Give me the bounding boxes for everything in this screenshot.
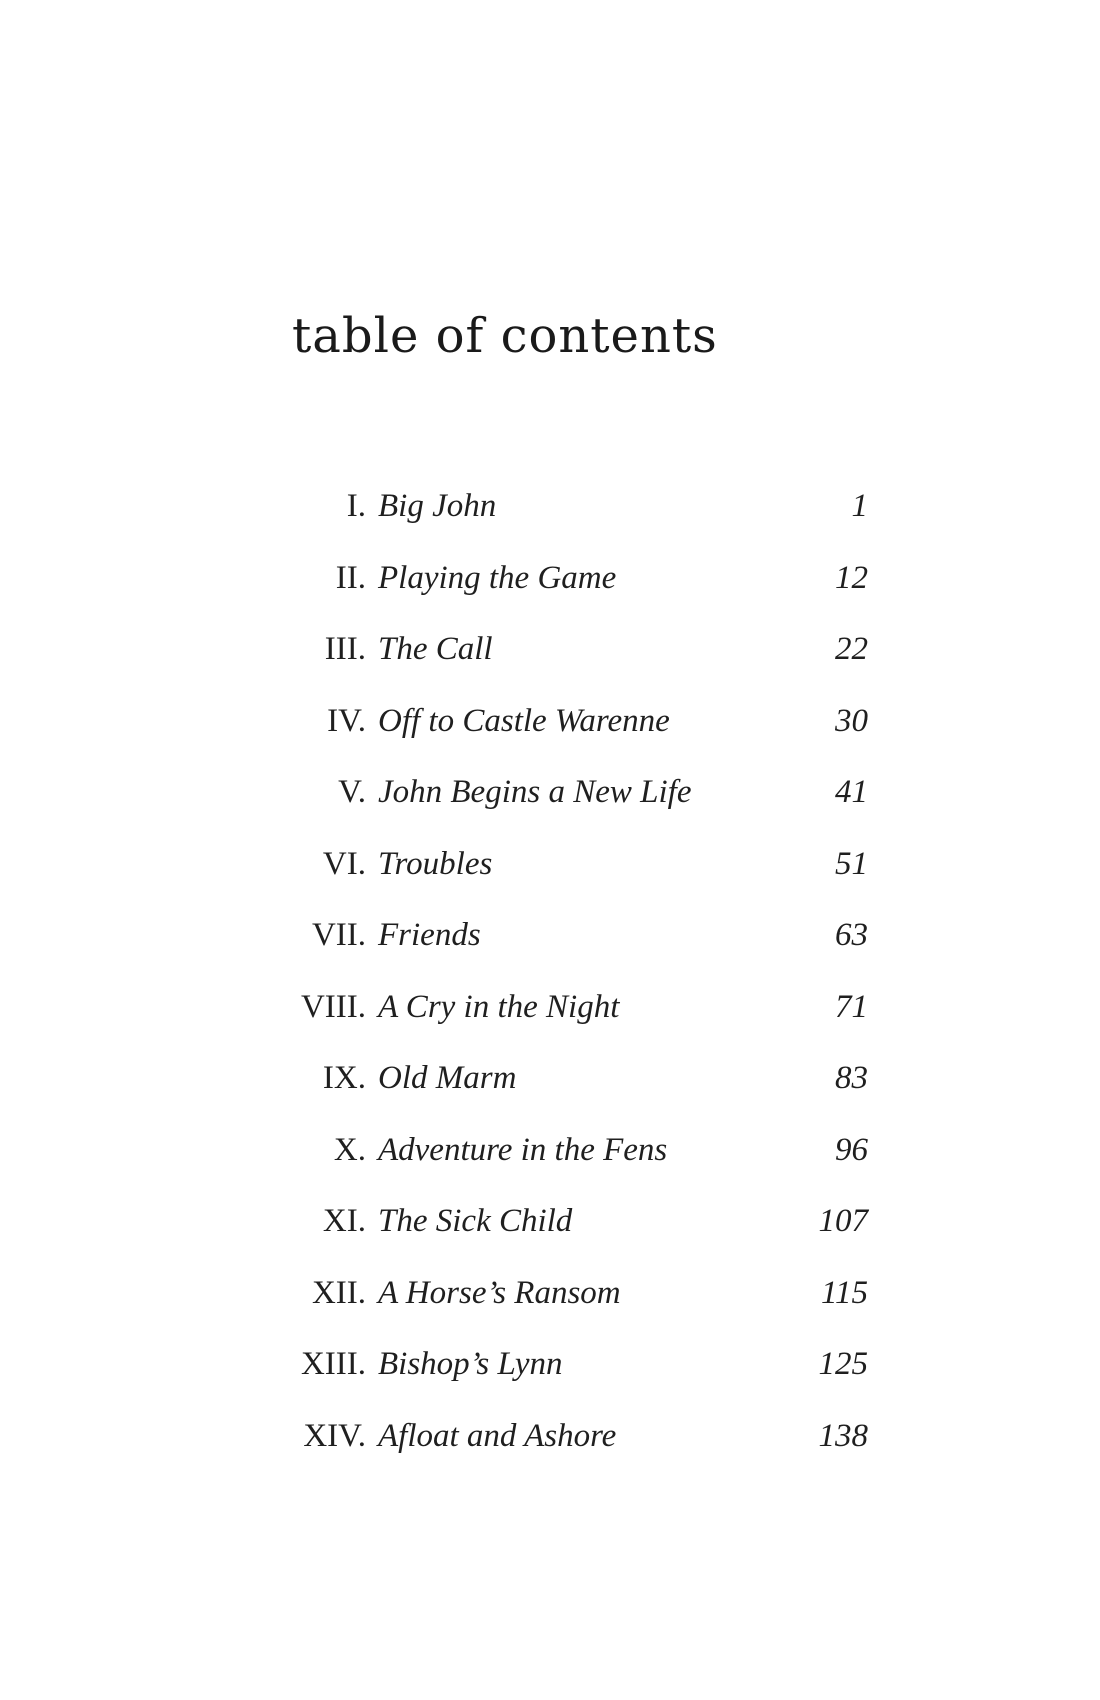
toc-entry [0,1416,1100,1488]
chapter-title: Troubles [378,845,493,882]
chapter-page-number: 107 [818,1203,868,1239]
table-of-contents [0,486,1100,1487]
chapter-numeral: I. [346,488,366,524]
chapter-numeral: XIV. [303,1417,366,1454]
toc-entry [0,486,1100,558]
chapter-page-number: 115 [820,1274,868,1311]
chapter-page-number: 30 [835,702,868,739]
chapter-title: A Cry in the Night [378,988,620,1025]
chapter-numeral: X. [333,1131,366,1168]
toc-entry [0,915,1100,987]
chapter-numeral: V. [338,774,366,810]
chapter-page-number: 83 [835,1060,868,1096]
chapter-title: The Sick Child [378,1203,573,1239]
chapter-page-number: 12 [835,559,868,596]
chapter-title: Off to Castle Warenne [378,702,670,739]
chapter-title: John Begins a New Life [378,774,692,810]
chapter-numeral: VII. [311,917,366,953]
chapter-page-number: 63 [835,917,868,953]
toc-entry [0,772,1100,844]
chapter-title: Big John [378,488,497,524]
page-title: table of contents [292,308,718,364]
toc-entry [0,701,1100,773]
toc-entry [0,558,1100,630]
toc-entry [0,629,1100,701]
chapter-title: Playing the Game [378,559,617,596]
chapter-numeral: XI. [322,1203,366,1239]
chapter-numeral: IX. [322,1060,366,1096]
chapter-numeral: III. [324,631,366,667]
chapter-page-number: 138 [818,1417,868,1454]
chapter-title: A Horse’s Ransom [378,1274,621,1311]
chapter-page-number: 41 [835,774,868,810]
toc-entry [0,1201,1100,1273]
chapter-numeral: XIII. [300,1346,366,1382]
chapter-numeral: II. [335,559,366,596]
chapter-page-number: 96 [835,1131,868,1168]
chapter-page-number: 22 [835,631,868,667]
chapter-numeral: VIII. [300,988,366,1025]
toc-entry [0,987,1100,1059]
chapter-title: Friends [378,917,481,953]
toc-entry [0,1058,1100,1130]
toc-entry [0,1273,1100,1345]
toc-entry [0,1130,1100,1202]
chapter-numeral: VI. [322,845,366,882]
chapter-title: Afloat and Ashore [378,1417,617,1454]
chapter-page-number: 1 [851,488,868,524]
chapter-title: Bishop’s Lynn [378,1346,563,1382]
toc-entry [0,1344,1100,1416]
chapter-page-number: 125 [818,1346,868,1382]
chapter-numeral: IV. [327,702,366,739]
chapter-numeral: XII. [311,1274,366,1311]
chapter-title: The Call [378,631,493,667]
chapter-page-number: 71 [835,988,868,1025]
chapter-page-number: 51 [835,845,868,882]
chapter-title: Adventure in the Fens [378,1131,668,1168]
toc-entry [0,844,1100,916]
chapter-title: Old Marm [378,1060,517,1096]
